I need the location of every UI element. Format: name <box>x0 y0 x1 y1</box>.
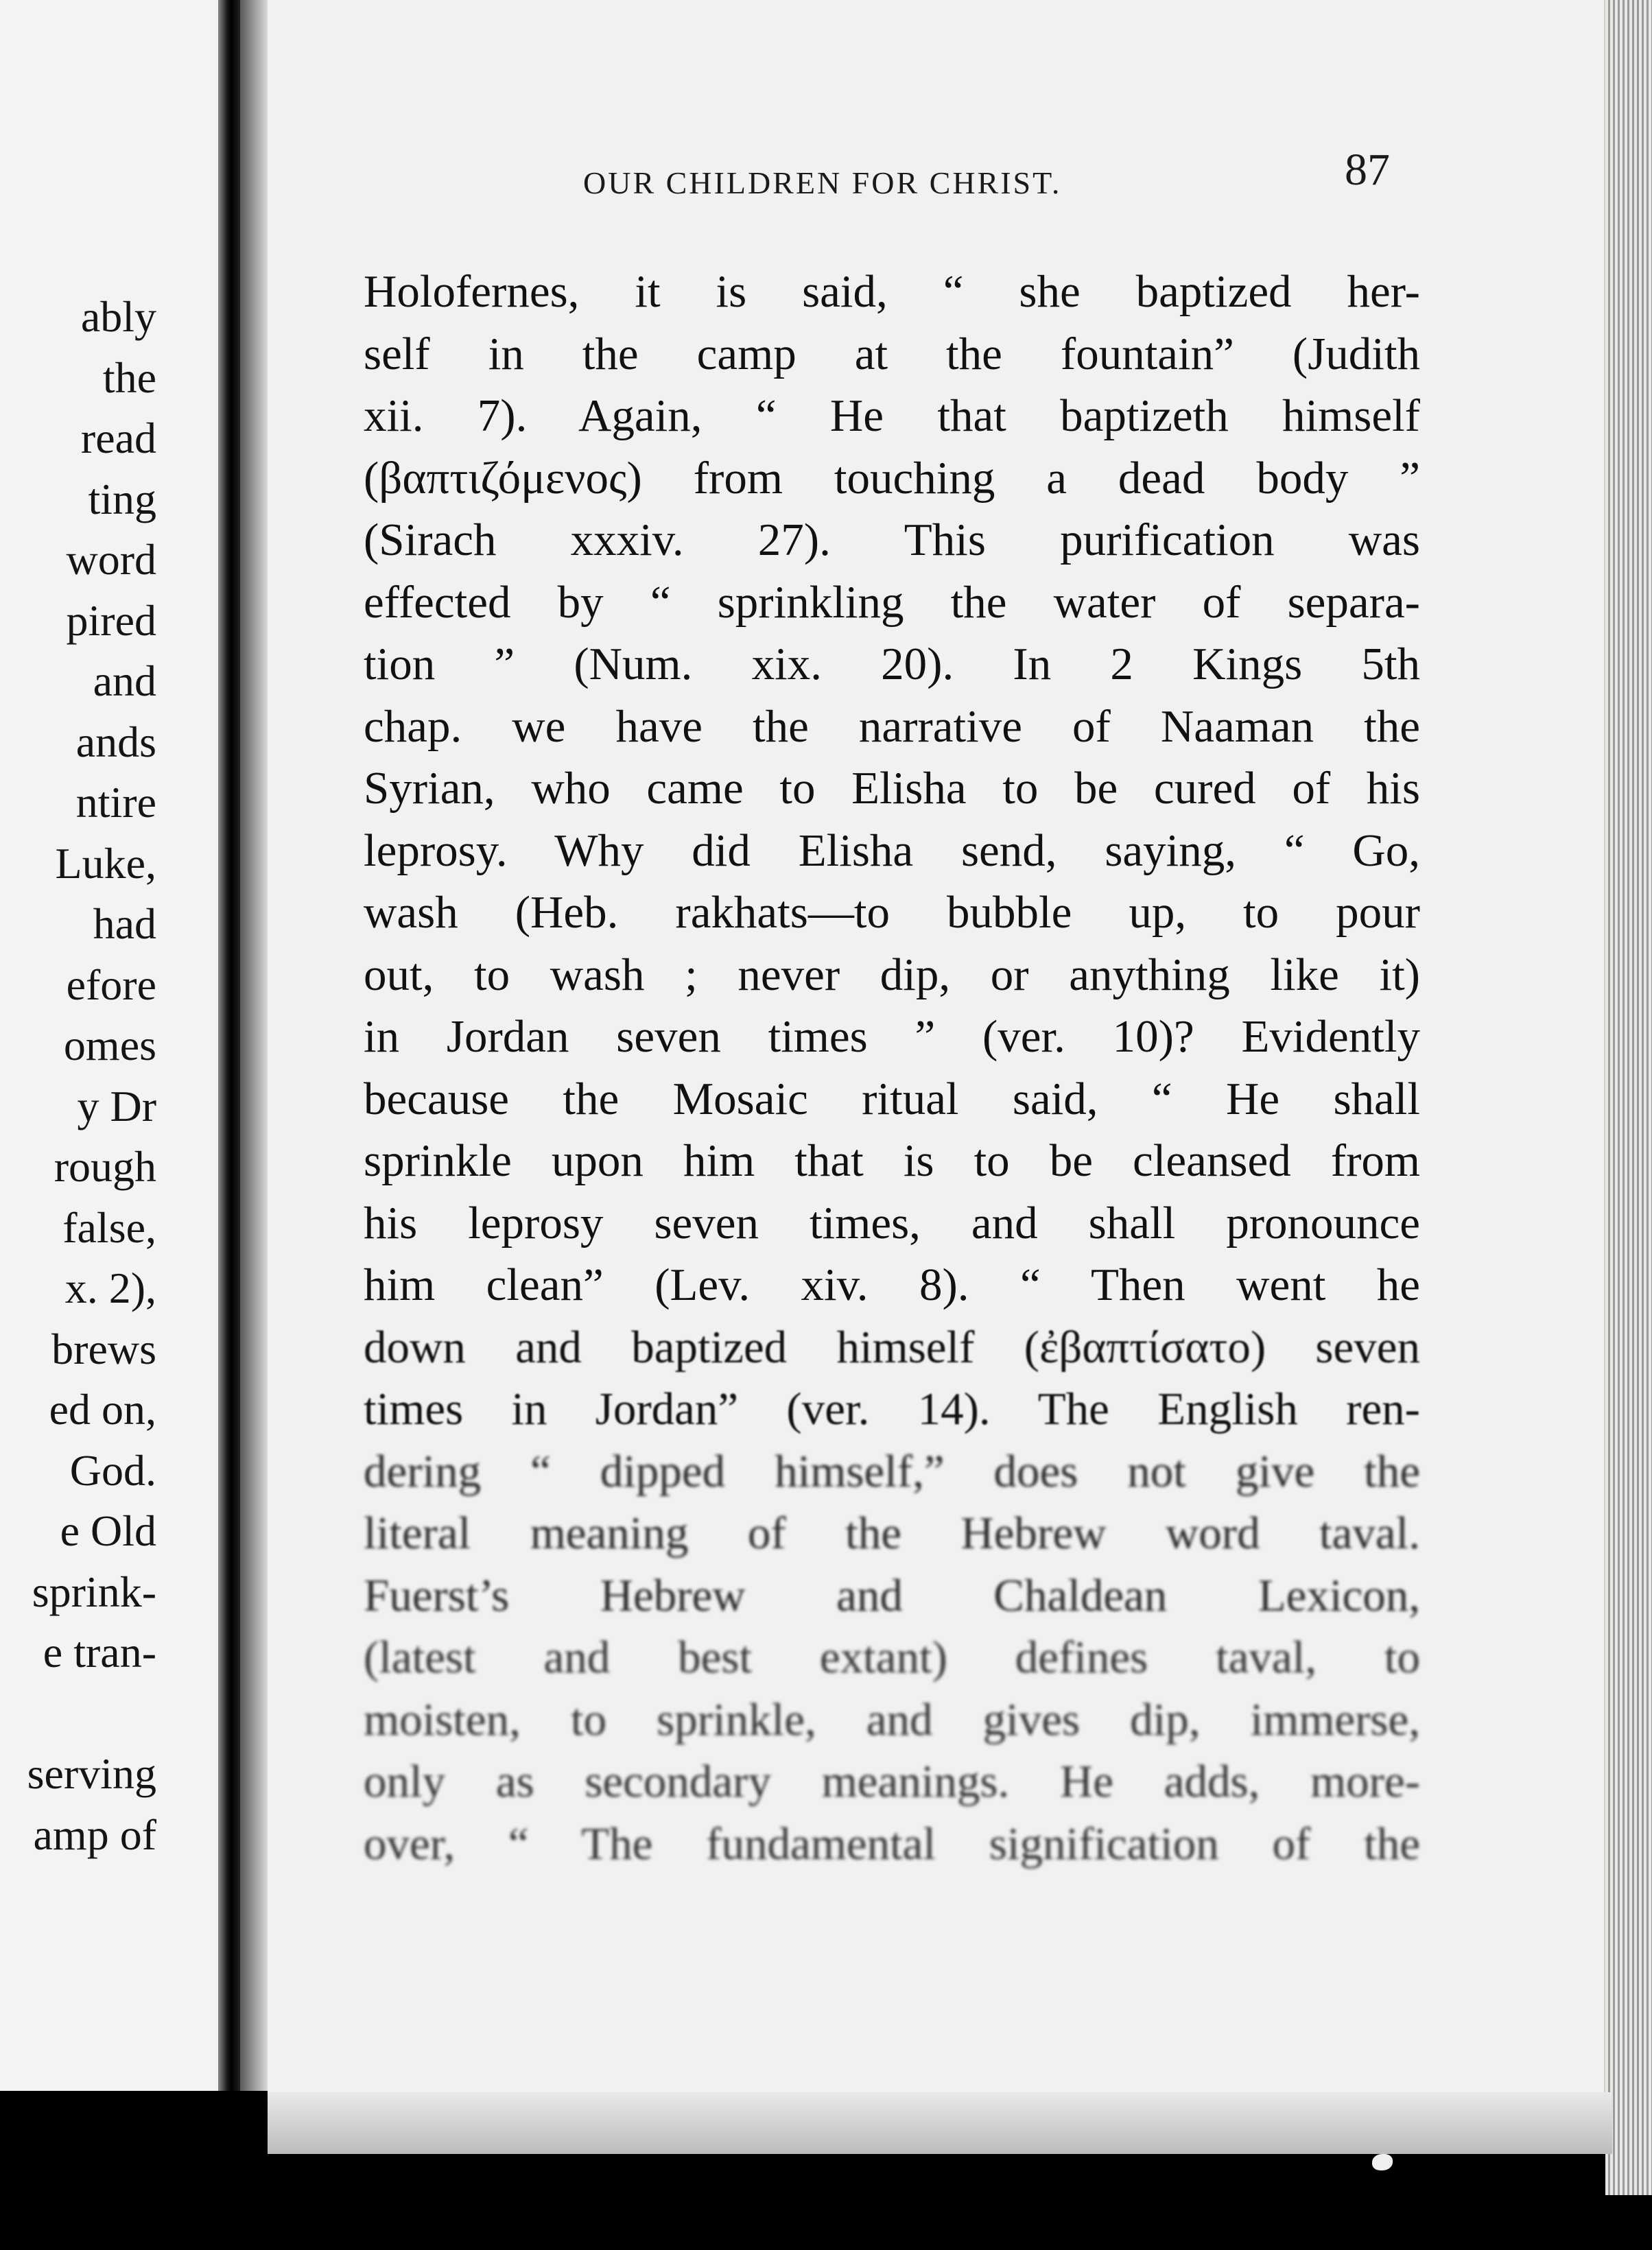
running-title: OUR CHILDREN FOR CHRIST. <box>583 165 1062 200</box>
body-text <box>364 261 1420 1875</box>
text-line: chap. we have the narrative of Naaman the <box>364 700 1420 752</box>
text-line: down and baptized himself (ἐβαπτίσατο) seven <box>364 1321 1420 1373</box>
text-line: xii. 7). Again, “ He that baptizeth himself <box>364 390 1420 441</box>
text-line: Holofernes, it is said, “ she baptized her- <box>364 266 1420 317</box>
left-line: God. <box>69 1445 156 1495</box>
text-line: over, “ The fundamental signification of the <box>364 1818 1420 1869</box>
text-line: in Jordan seven times ” (ver. 10)? Evidently <box>364 1011 1420 1062</box>
left-facing-page <box>0 0 218 2091</box>
scan-speck <box>1372 2154 1393 2170</box>
text-line: only as secondary meanings. He adds, more- <box>364 1756 1420 1807</box>
left-line: Luke, <box>55 838 156 888</box>
page-number: 87 <box>1345 145 1390 195</box>
left-line: ands <box>75 717 156 766</box>
left-line: e Old <box>60 1506 156 1555</box>
text-line: Syrian, who came to Elisha to be cured of his <box>364 763 1420 814</box>
left-line: and <box>93 656 156 705</box>
left-line: e tran- <box>43 1628 156 1677</box>
left-line: amp of <box>33 1810 156 1859</box>
left-page-text-fragments <box>0 287 156 1865</box>
left-line: ed on, <box>49 1385 156 1434</box>
page-edges <box>1605 0 1652 2195</box>
text-line: times in Jordan” (ver. 14). The English ren- <box>364 1384 1420 1434</box>
left-line: efore <box>66 960 156 1009</box>
left-line: false, <box>62 1203 156 1252</box>
left-line: word <box>66 535 156 584</box>
text-line: leprosy. Why did Elisha send, saying, “ Go, <box>364 825 1420 876</box>
left-line: read <box>80 414 156 462</box>
text-line: literal meaning of the Hebrew word taval. <box>364 1508 1420 1559</box>
text-line: moisten, to sprinkle, and gives dip, immerse, <box>364 1694 1420 1745</box>
text-line: self in the camp at the fountain” (Judith <box>364 328 1420 379</box>
text-line: sprinkle upon him that is to be cleansed from <box>364 1135 1420 1186</box>
book-gutter <box>218 0 240 2091</box>
gutter-shadow <box>240 0 268 2091</box>
left-line: y Dr <box>77 1081 156 1130</box>
text-line: effected by “ sprinkling the water of separa- <box>364 576 1420 628</box>
left-line: ting <box>88 474 156 523</box>
text-line: (Sirach xxxiv. 27). This purification was <box>364 514 1420 565</box>
left-line: brews <box>51 1324 156 1373</box>
text-line: out, to wash ; never dip, or anything like it) <box>364 949 1420 1000</box>
left-line: omes <box>63 1021 156 1069</box>
text-line: wash (Heb. rakhats—to bubble up, to pour <box>364 887 1420 938</box>
left-line: the <box>102 353 156 402</box>
left-line: x. 2), <box>64 1264 156 1312</box>
text-line: his leprosy seven times, and shall pronounce <box>364 1197 1420 1248</box>
page-bottom-shadow <box>268 2092 1612 2154</box>
text-line: (latest and best extant) defines taval, to <box>364 1632 1420 1683</box>
left-line: pired <box>66 595 156 645</box>
left-line: had <box>93 899 156 948</box>
text-line: (βαπτιζόμενος) from touching a dead body ” <box>364 452 1420 504</box>
text-line: him clean” (Lev. xiv. 8). “ Then went he <box>364 1259 1420 1310</box>
text-line: Fuerst’s Hebrew and Chaldean Lexicon, <box>364 1570 1420 1621</box>
text-line: because the Mosaic ritual said, “ He shall <box>364 1073 1420 1124</box>
left-line: serving <box>27 1749 156 1798</box>
left-line: ntire <box>75 778 156 827</box>
left-line: ably <box>80 292 156 341</box>
text-line: tion ” (Num. xix. 20). In 2 Kings 5th <box>364 639 1420 689</box>
left-line: rough <box>54 1142 156 1191</box>
text-line: dering “ dipped himself,” does not give the <box>364 1445 1420 1497</box>
left-line-gap <box>0 1683 156 1744</box>
left-line: sprink- <box>32 1567 156 1616</box>
